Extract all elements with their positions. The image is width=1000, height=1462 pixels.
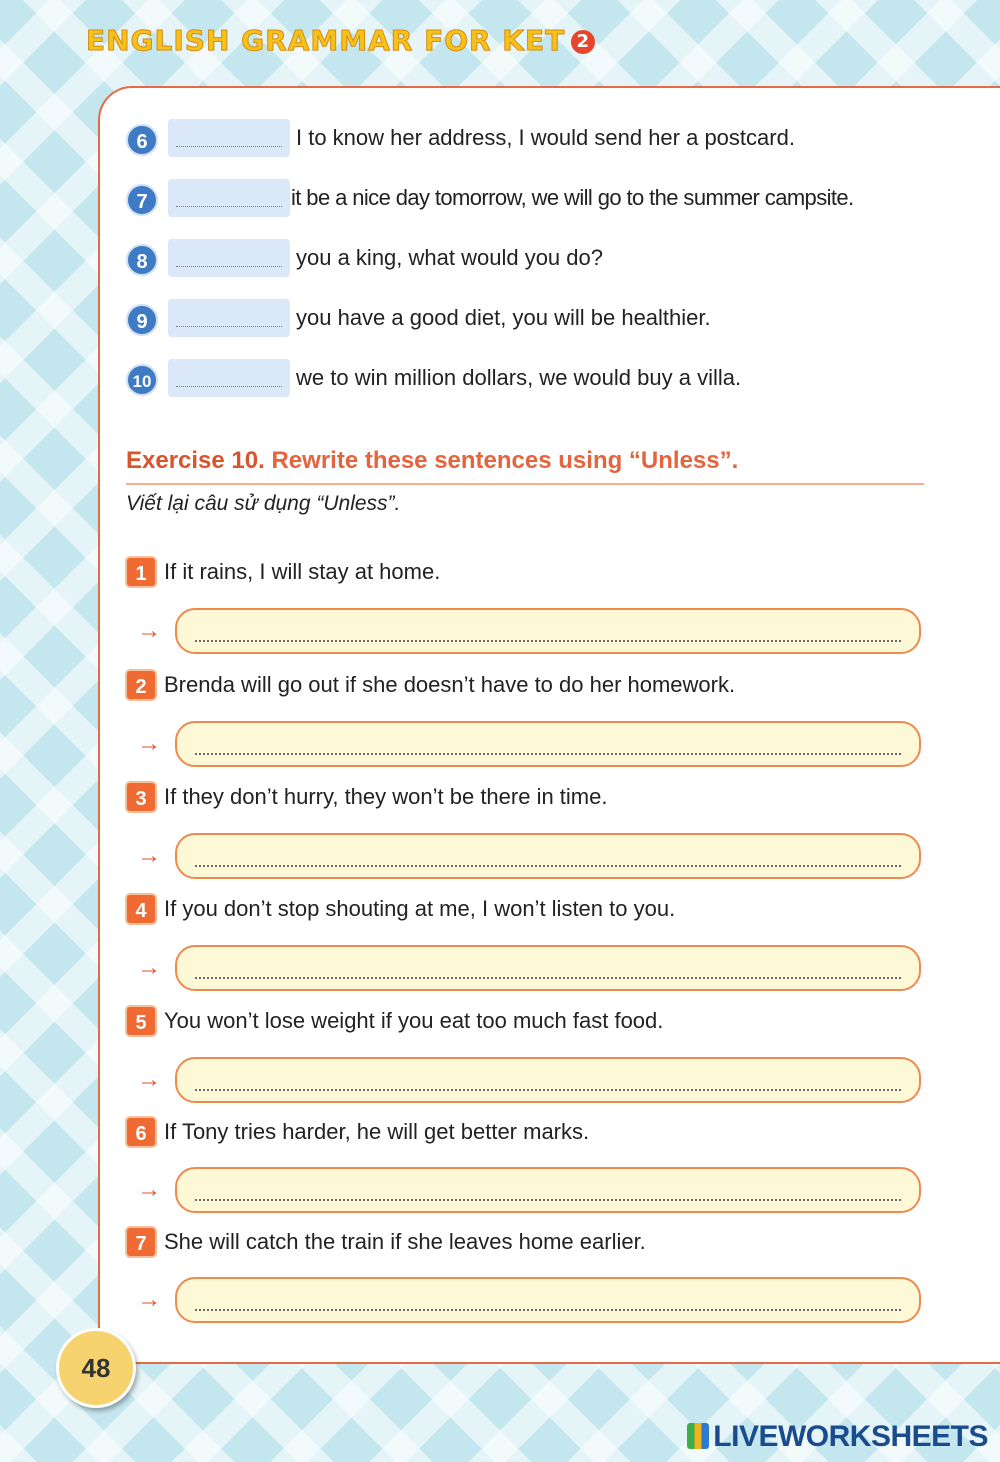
answer-input[interactable] <box>175 1277 921 1323</box>
question-number: 3 <box>125 781 157 813</box>
answer-row <box>137 1057 927 1109</box>
answer-row <box>137 833 927 885</box>
question-number: 6 <box>125 1116 157 1148</box>
exercise-divider <box>126 483 924 485</box>
question-text: She will catch the train if she leaves home earlier. <box>164 1229 646 1254</box>
item-number: 9 <box>126 304 158 336</box>
question-number: 2 <box>125 669 157 701</box>
volume-badge: 2 <box>571 30 595 54</box>
answer-row <box>137 945 927 997</box>
question-number: 5 <box>125 1005 157 1037</box>
item-text: you a king, what would you do? <box>296 245 603 270</box>
arrow-icon: → <box>137 1286 161 1313</box>
fill-blank-input[interactable] <box>168 299 290 337</box>
fill-blank-input[interactable] <box>168 179 290 217</box>
question-number: 7 <box>125 1226 157 1258</box>
exercise-subtitle: Viết lại câu sử dụng “Unless”. <box>126 492 401 515</box>
item-text: it be a nice day tomorrow, we will go to the summer campsite. <box>291 185 854 210</box>
page-number: 48 <box>56 1328 136 1408</box>
answer-row <box>137 608 927 660</box>
question-text: If you don’t stop shouting at me, I won’t listen to you. <box>164 896 676 921</box>
question-text: Brenda will go out if she doesn’t have to do her homework. <box>164 672 736 697</box>
item-number: 10 <box>126 364 158 396</box>
arrow-icon: → <box>137 730 161 757</box>
exercise-label: Exercise 10. <box>126 447 265 474</box>
item-number: 8 <box>126 244 158 276</box>
item-number: 6 <box>126 124 158 156</box>
question-number: 4 <box>125 893 157 925</box>
answer-row <box>137 1167 927 1219</box>
question-text: If they don’t hurry, they won’t be there in time. <box>164 784 608 809</box>
answer-row <box>137 1277 927 1329</box>
answer-input[interactable] <box>175 833 921 879</box>
book-title <box>86 24 595 57</box>
item-text: you have a good diet, you will be healthier. <box>296 305 711 330</box>
answer-input[interactable] <box>175 945 921 991</box>
answer-row <box>137 721 927 773</box>
item-number: 7 <box>126 184 158 216</box>
fill-blank-input[interactable] <box>168 359 290 397</box>
answer-input[interactable] <box>175 608 921 654</box>
arrow-icon: → <box>137 842 161 869</box>
fill-blank-input[interactable] <box>168 239 290 277</box>
question-text: If it rains, I will stay at home. <box>164 559 441 584</box>
question-number: 1 <box>125 556 157 588</box>
arrow-icon: → <box>137 1176 161 1203</box>
liveworksheets-logo-icon <box>687 1423 709 1449</box>
answer-input[interactable] <box>175 1167 921 1213</box>
arrow-icon: → <box>137 617 161 644</box>
watermark-text: LIVEWORKSHEETS <box>713 1420 988 1453</box>
arrow-icon: → <box>137 954 161 981</box>
question-text: If Tony tries harder, he will get better marks. <box>164 1119 590 1144</box>
book-title-text: ENGLISH GRAMMAR FOR KET <box>86 24 566 57</box>
exercise-instruction: Rewrite these sentences using “Unless”. <box>271 447 739 474</box>
fill-blank-input[interactable] <box>168 119 290 157</box>
question-text: You won’t lose weight if you eat too much fast food. <box>164 1008 664 1033</box>
item-text: I to know her address, I would send her a postcard. <box>296 125 795 150</box>
exercise-title <box>126 447 738 475</box>
answer-input[interactable] <box>175 721 921 767</box>
item-text: we to win million dollars, we would buy a villa. <box>296 365 742 390</box>
arrow-icon: → <box>137 1066 161 1093</box>
watermark <box>687 1420 988 1454</box>
answer-input[interactable] <box>175 1057 921 1103</box>
